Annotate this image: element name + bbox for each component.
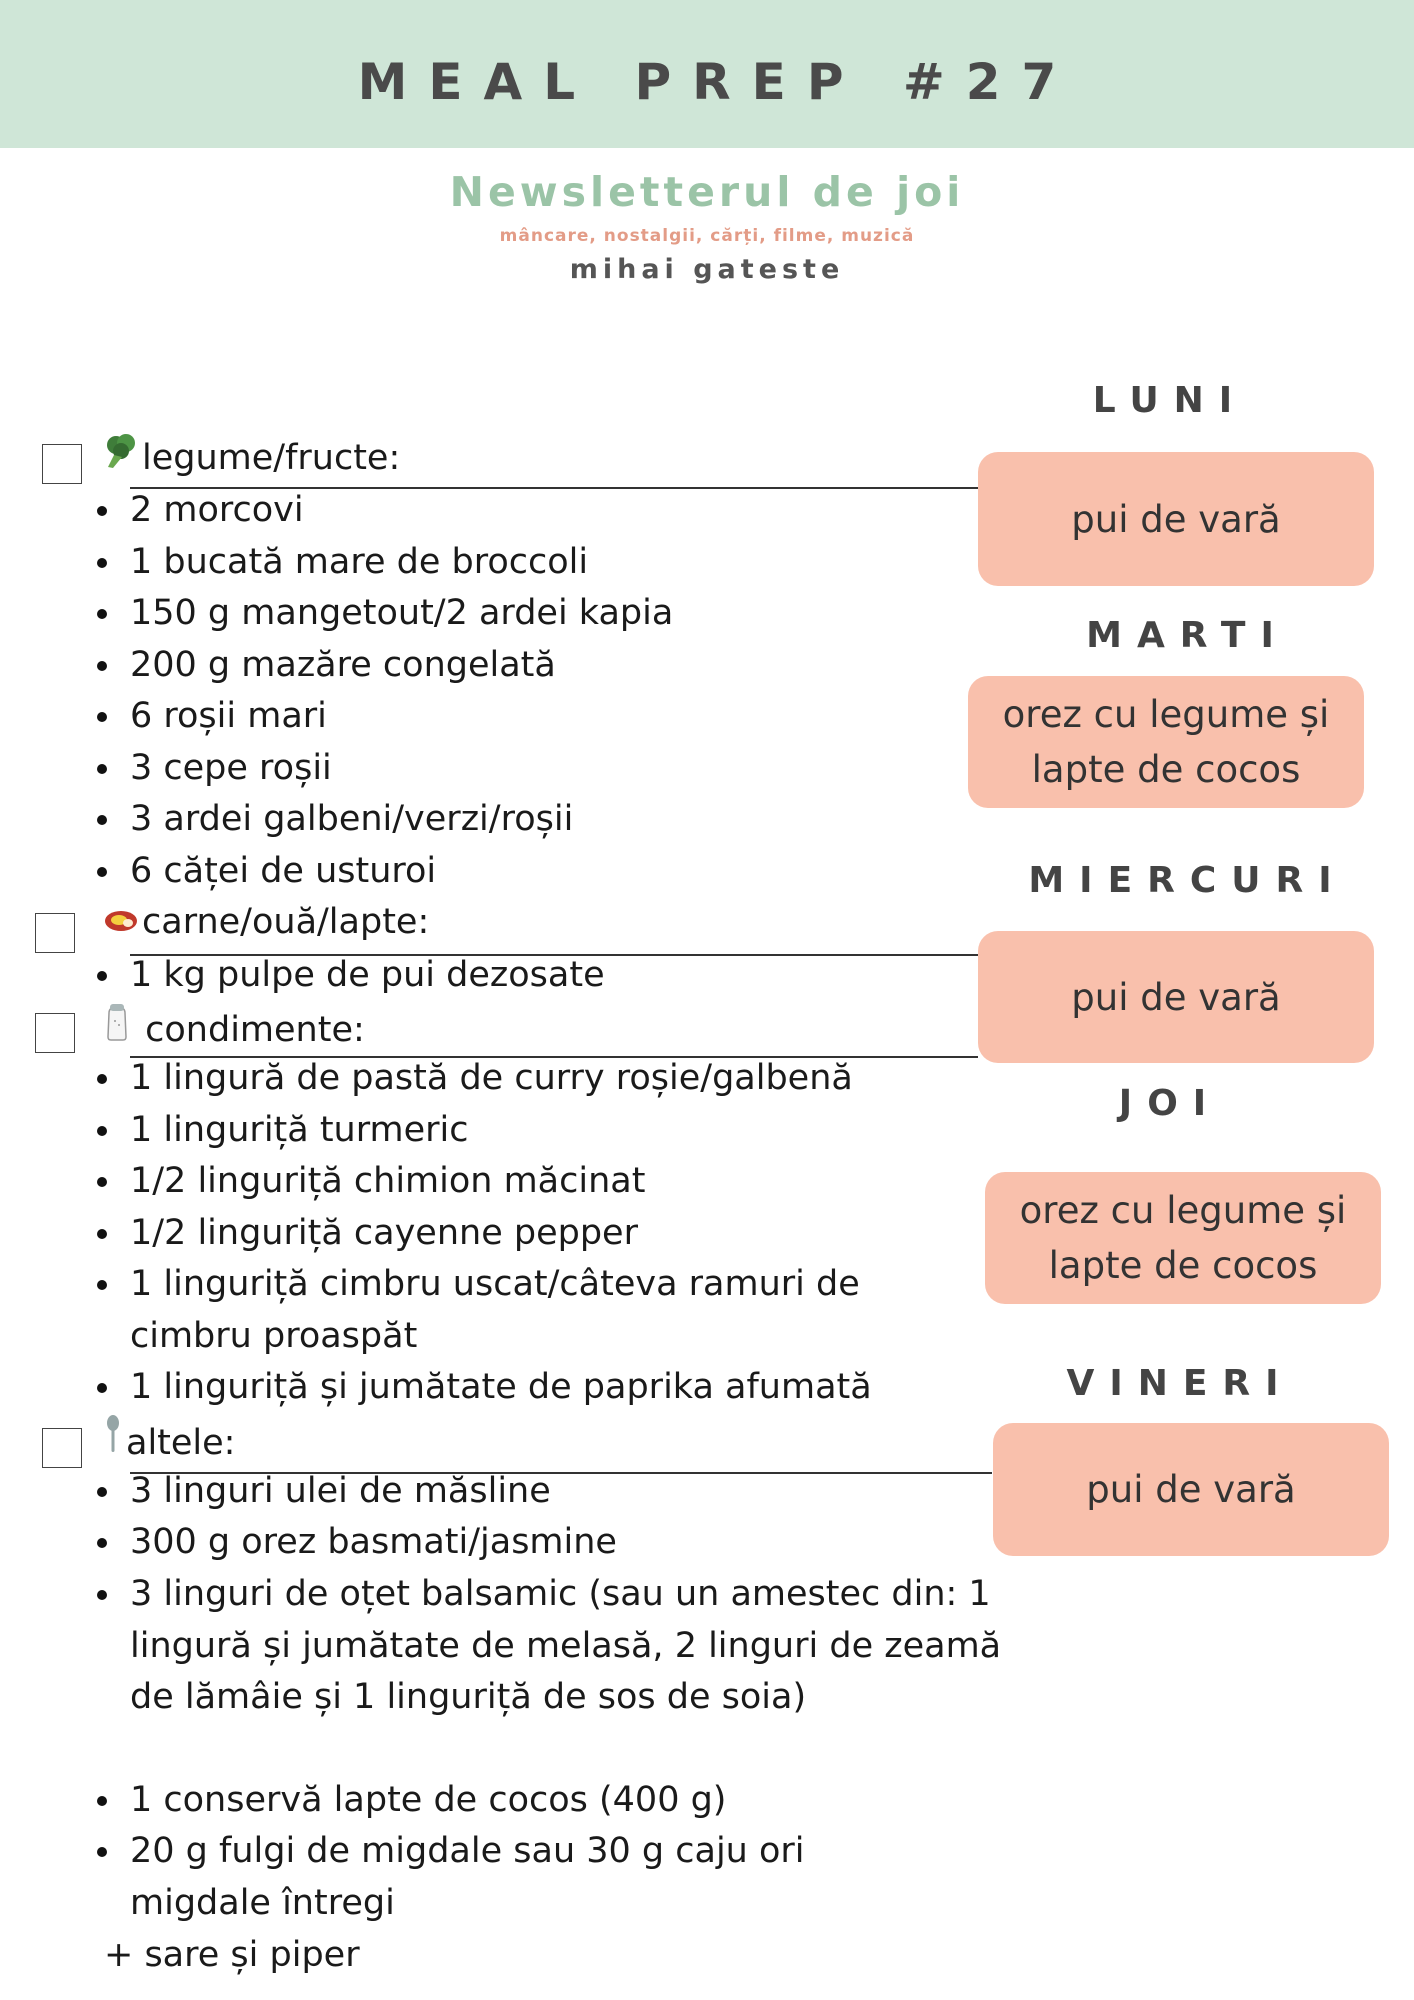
category-carne-oua-lapte <box>104 897 429 947</box>
list-item: 1 kg pulpe de pui dezosate <box>130 950 605 1002</box>
extra-note: + sare și piper <box>104 1935 360 1975</box>
list-item: 2 morcovi <box>130 485 304 537</box>
list-item: 1 linguriță turmeric <box>130 1105 469 1157</box>
newsletter-subtitle: mâncare, nostalgii, cărți, filme, muzică <box>499 226 915 246</box>
meal-card-vineri: pui de vară <box>993 1423 1389 1556</box>
checkbox-legume-fructe[interactable] <box>42 444 82 484</box>
meal-card-joi: orez cu legume și lapte de cocos <box>985 1172 1381 1304</box>
list-item: 3 linguri de oțet balsamic (sau un amestec din: 1 lingură și jumătate de melasă, 2 linguri de zeamă de lămâie și 1 linguriță de sos de soia) <box>130 1569 1010 1724</box>
list-item: 1/2 linguriță chimion măcinat <box>130 1156 645 1208</box>
salt-shaker-icon <box>104 1001 130 1055</box>
meal-card-marti: orez cu legume și lapte de cocos <box>968 676 1364 808</box>
list-item: 3 cepe roșii <box>130 743 332 795</box>
list-item: 6 căței de usturoi <box>130 846 436 898</box>
checkbox-carne-oua-lapte[interactable] <box>35 913 75 953</box>
list-item: 1 linguriță și jumătate de paprika afumată <box>130 1362 872 1414</box>
meat-icon <box>104 897 138 947</box>
category-condimente <box>104 1001 365 1055</box>
checkbox-altele[interactable] <box>42 1428 82 1468</box>
list-item: 200 g mazăre congelată <box>130 640 556 692</box>
broccoli-icon <box>104 433 138 483</box>
day-label-joi: JOI <box>1118 1083 1222 1124</box>
list-item: 150 g mangetout/2 ardei kapia <box>130 588 673 640</box>
meal-card-luni: pui de vară <box>978 452 1374 586</box>
list-item: 1 bucată mare de broccoli <box>130 537 588 589</box>
category-legume-fructe <box>104 433 400 483</box>
newsletter-author: mihai gateste <box>569 254 845 285</box>
checkbox-condimente[interactable] <box>35 1013 75 1053</box>
category-altele <box>104 1414 235 1468</box>
day-label-miercuri: MIERCURI <box>1028 860 1347 901</box>
list-item: 1 lingură de pastă de curry roșie/galbenă <box>130 1053 853 1105</box>
list-item: 1 conservă lapte de cocos (400 g) <box>130 1775 726 1827</box>
spoon-icon <box>104 1414 122 1468</box>
list-item: 3 linguri ulei de măsline <box>130 1466 551 1518</box>
category-label: legume/fructe: <box>142 438 401 478</box>
category-label: condimente: <box>145 1010 365 1050</box>
newsletter-title: Newsletterul de joi <box>449 168 965 216</box>
category-label: altele: <box>126 1423 236 1463</box>
list-item: 3 ardei galbeni/verzi/roșii <box>130 794 573 846</box>
list-item: 1 linguriță cimbru uscat/câteva ramuri de cimbru proaspăt <box>130 1259 950 1362</box>
list-item: 6 roșii mari <box>130 691 327 743</box>
list-item: 300 g orez basmati/jasmine <box>130 1517 617 1569</box>
day-label-marti: MARTI <box>1086 615 1289 656</box>
list-item: 20 g fulgi de migdale sau 30 g caju ori migdale întregi <box>130 1826 890 1929</box>
list-item: 1/2 linguriță cayenne pepper <box>130 1208 638 1260</box>
meal-card-miercuri: pui de vară <box>978 931 1374 1063</box>
day-label-vineri: VINERI <box>1066 1363 1294 1404</box>
day-label-luni: LUNI <box>1092 380 1248 421</box>
category-label: carne/ouă/lapte: <box>142 902 430 942</box>
page-title: MEAL PREP #27 <box>357 53 1078 111</box>
header-banner <box>0 0 1414 148</box>
